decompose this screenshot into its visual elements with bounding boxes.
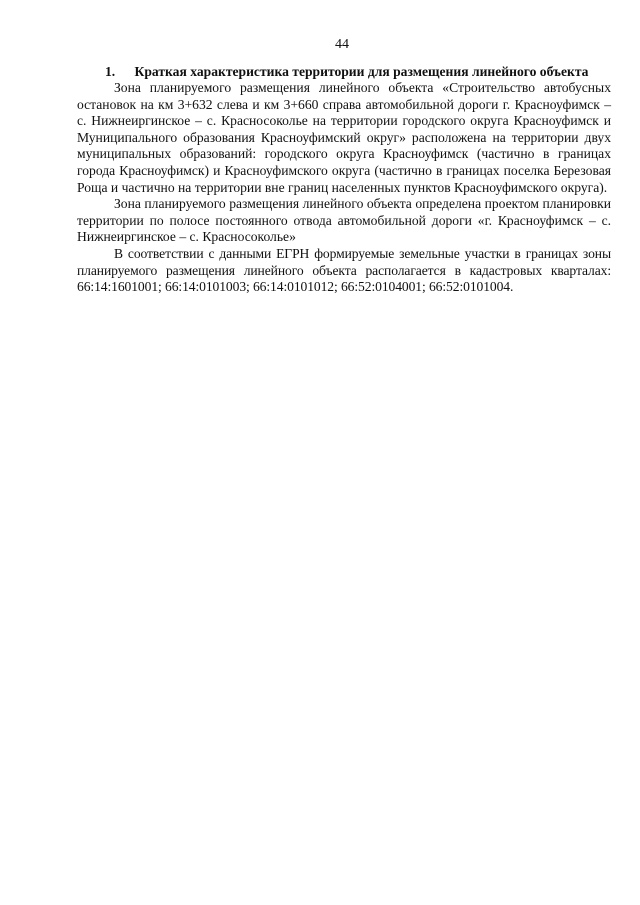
page-number: 44 — [335, 37, 349, 52]
section-number: 1. — [105, 64, 116, 79]
section-title: Краткая характеристика территории для размещения линейного объекта — [134, 64, 589, 79]
paragraph-zone-description: Зона планируемого размещения линейного объекта «Строительство автобусных остановок на км 3+632 слева и км 3+660 справа автомобильной дороги г. Красноуфимск – с. Нижнеиргинское – с. Красносоколье на территории городского округа Красноуфимск и Муниципального образования Красноуфимский округ» расположена на территории двух муниципальных образований: городского округа Красноуфимск (частично в границах города Красноуфимск) и Красноуфимского округа (частично в границах поселка Березовая Роща и частично на территории вне границ населенных пунктов Красноуфимского округа). — [77, 80, 611, 195]
paragraph-cadastral-quarters: В соответствии с данными ЕГРН формируемые земельные участки в границах зоны планируемого размещения линейного объекта располагается в кадастровых кварталах: 66:14:1601001; 66:14:0101003; 66:14:0101012; 66:52:0104001; 66:52:0101004. — [77, 245, 611, 295]
document-page — [77, 36, 611, 296]
section-heading — [77, 64, 611, 80]
paragraph-planning-project: Зона планируемого размещения линейного объекта определена проектом планировки территории по полосе постоянного отвода автомобильной дороги «г. Красноуфимск – с. Нижнеиргинское – с. Красносоколье» — [77, 196, 611, 245]
